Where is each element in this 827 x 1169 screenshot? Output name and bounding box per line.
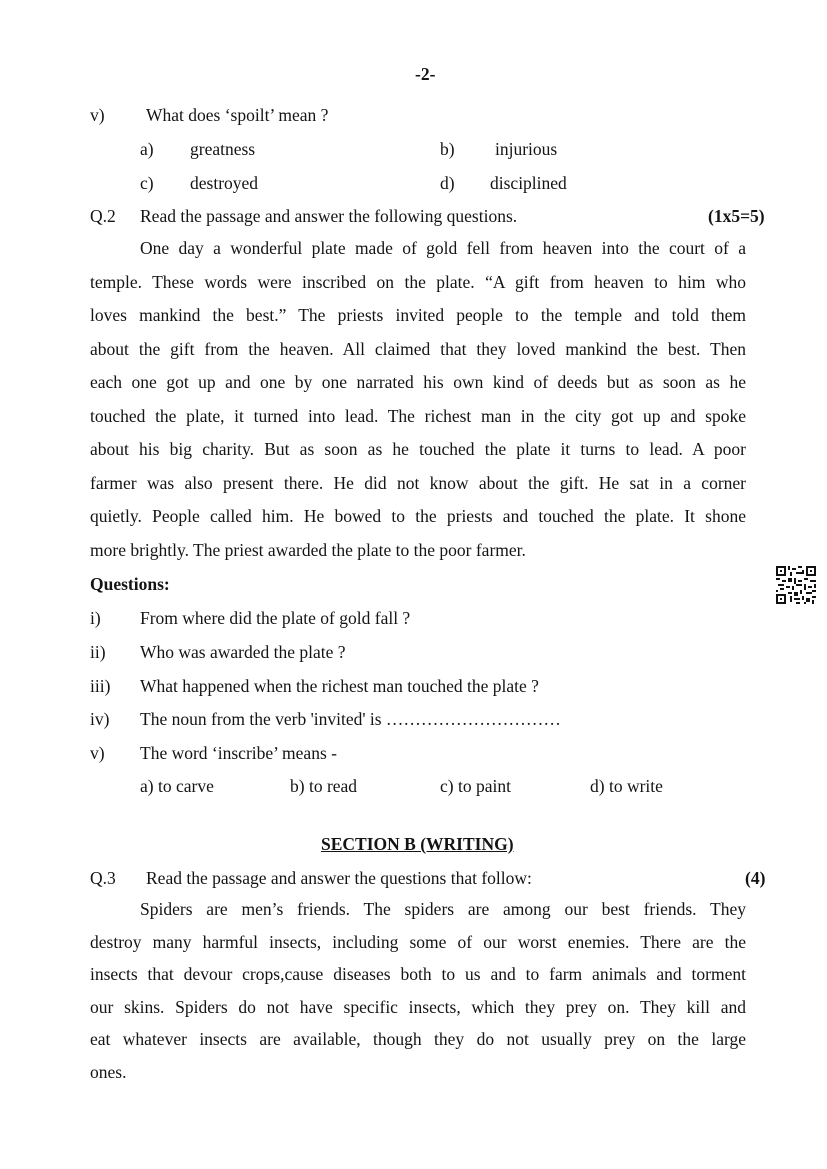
question-text: What happened when the richest man touched the plate ? (140, 676, 539, 696)
passage-line: touched the plate, it turned into lead. The richest man in the city got up and spoke (90, 405, 746, 426)
q3-number: Q.3 (90, 868, 116, 888)
question-text: From where did the plate of gold fall ? (140, 608, 411, 628)
passage-line: each one got up and one by one narrated his own kind of deeds but as soon as he (90, 372, 746, 392)
option-text: d) to write (590, 776, 663, 796)
question-text: The noun from the verb 'invited' is ………………………… (140, 709, 561, 729)
option-letter: b) (440, 139, 455, 159)
option-letter: d) (440, 173, 455, 193)
q2-instruction: Read the passage and answer the following questions. (140, 206, 518, 226)
option-text: destroyed (190, 173, 259, 193)
option-letter: c) (140, 173, 154, 193)
passage-line: our skins. Spiders do not have specific insects, which they prey on. They kill and (90, 996, 746, 1017)
question-text: The word ‘inscribe’ means - (140, 743, 337, 763)
option-letter: a) (140, 139, 154, 159)
passage-line: temple. These words were inscribed on the plate. “A gift from heaven to him who (90, 271, 746, 292)
q1-v-number: v) (90, 105, 105, 125)
q3-instruction: Read the passage and answer the questions that follow: (146, 868, 532, 888)
question-number: v) (90, 743, 105, 763)
option-text: injurious (495, 139, 558, 159)
option-text: c) to paint (440, 776, 511, 796)
option-text: a) to carve (140, 776, 214, 796)
q2-number: Q.2 (90, 206, 116, 226)
passage-line: eat whatever insects are available, though they do not usually prey on the large (90, 1029, 746, 1049)
questions-heading: Questions: (90, 574, 170, 594)
question-text: Who was awarded the plate ? (140, 642, 346, 662)
q1-v-question: What does ‘spoilt’ mean ? (146, 105, 329, 125)
question-number: i) (90, 608, 101, 628)
passage-line: destroy many harmful insects, including some of our worst enemies. There are the (90, 931, 746, 952)
q2-passage (90, 232, 746, 567)
passage-line: Spiders are men’s friends. The spiders are among our best friends. They (140, 899, 746, 919)
option-text: b) to read (290, 776, 358, 796)
question-number: iii) (90, 676, 111, 696)
passage-line: insects that devour crops,cause diseases both to us and to farm animals and torment (90, 964, 746, 984)
passage-line: about his big charity. But as soon as he touched the plate it turns to lead. A poor (90, 439, 746, 459)
passage-line: loves mankind the best.” The priests invited people to the temple and told them (90, 305, 746, 325)
passage-line: farmer was also present there. He did not know about the gift. He sat in a corner (90, 472, 746, 493)
page-number: -2- (415, 64, 436, 84)
passage-line: ones. (90, 1061, 127, 1082)
passage-line: about the gift from the heaven. All claimed that they loved mankind the best. Then (90, 338, 746, 359)
option-text: disciplined (490, 173, 567, 193)
section-title: SECTION B (WRITING) (321, 834, 514, 854)
passage-line: quietly. People called him. He bowed to the priests and touched the plate. It shone (90, 506, 746, 526)
passage-line: One day a wonderful plate made of gold fell from heaven into the court of a (140, 238, 746, 258)
q3-marks: (4) (745, 868, 766, 888)
qr-code-icon (776, 566, 816, 604)
passage-line: more brightly. The priest awarded the plate to the poor farmer. (90, 539, 526, 560)
option-text: greatness (190, 139, 256, 159)
q2-marks: (1x5=5) (708, 206, 765, 226)
question-number: iv) (90, 709, 110, 729)
question-number: ii) (90, 642, 106, 662)
q3-passage (90, 893, 746, 1088)
